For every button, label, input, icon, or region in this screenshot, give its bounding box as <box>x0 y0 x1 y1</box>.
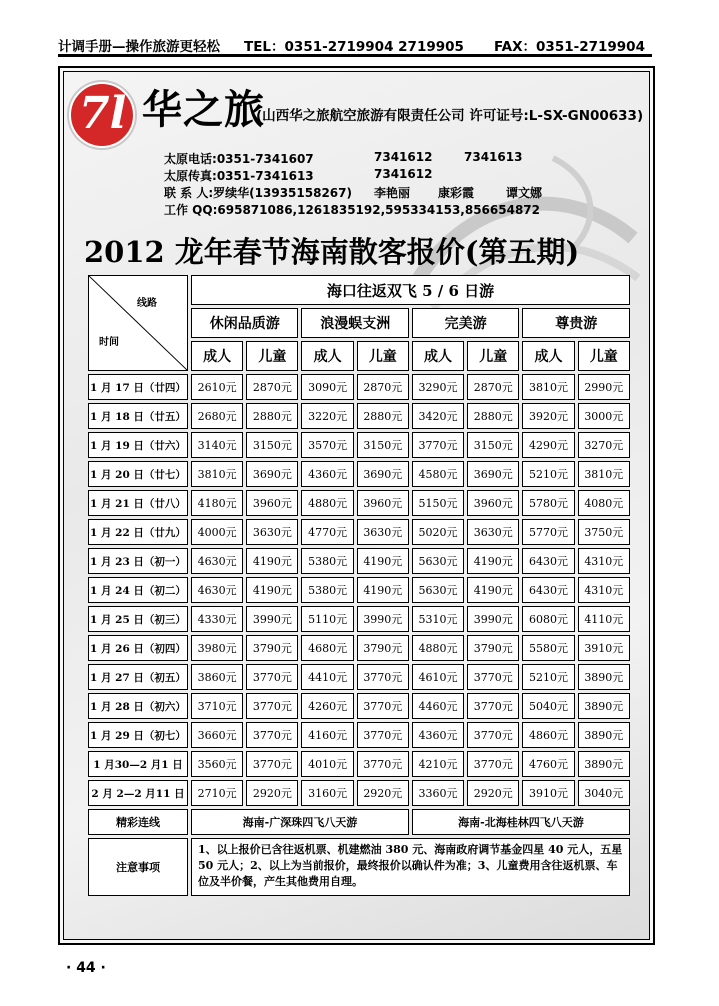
contact-phone-3: 7341613 <box>464 150 523 164</box>
table-row <box>88 751 630 777</box>
price-adult-cell: 4680元 <box>301 635 353 661</box>
corner-route-label: 线路 <box>137 298 157 309</box>
note-text: 1、以上报价已含往返机票、机建燃油 380 元、海南政府调节基金四星 40 元人，五星 50 元人；2、以上为当前报价，最终报价以确认件为准；3、儿童费用含往返机票、车位及半价餐，产生其他费用自理。 <box>191 838 630 896</box>
table-row <box>88 519 630 545</box>
price-child-cell: 3990元 <box>246 606 298 632</box>
price-adult-cell: 4880元 <box>412 635 464 661</box>
recommend-label: 精彩连线 <box>88 809 188 835</box>
tier-header: 完美游 <box>412 308 519 338</box>
price-child-cell: 3690元 <box>357 461 409 487</box>
price-child-cell: 3770元 <box>467 664 519 690</box>
price-adult-cell: 4630元 <box>191 577 243 603</box>
contact-person-2: 李艳丽 <box>374 186 411 200</box>
price-adult-cell: 6430元 <box>522 577 574 603</box>
date-cell: 1 月 18 日（廿五） <box>88 403 188 429</box>
price-child-cell: 3960元 <box>467 490 519 516</box>
sub-header-child: 儿童 <box>246 341 298 371</box>
price-child-cell: 4310元 <box>578 577 630 603</box>
price-child-cell: 3770元 <box>246 722 298 748</box>
price-child-cell: 3910元 <box>578 635 630 661</box>
price-child-cell: 3960元 <box>357 490 409 516</box>
sub-header-adult: 成人 <box>301 341 353 371</box>
table-row <box>88 461 630 487</box>
price-adult-cell: 3360元 <box>412 780 464 806</box>
price-adult-cell: 3710元 <box>191 693 243 719</box>
price-child-cell: 3770元 <box>357 751 409 777</box>
price-adult-cell: 5630元 <box>412 548 464 574</box>
brand-name: 华之旅 <box>142 86 265 133</box>
price-child-cell: 3790元 <box>357 635 409 661</box>
date-cell: 1 月 23 日（初一） <box>88 548 188 574</box>
table-row <box>88 606 630 632</box>
price-child-cell: 2920元 <box>246 780 298 806</box>
price-adult-cell: 4630元 <box>191 548 243 574</box>
price-adult-cell: 3560元 <box>191 751 243 777</box>
price-adult-cell: 5380元 <box>301 548 353 574</box>
date-cell: 1 月 22 日（廿九） <box>88 519 188 545</box>
contact-fax-main: 太原传真:0351-7341613 <box>164 169 314 183</box>
price-child-cell: 3630元 <box>246 519 298 545</box>
corner-diagonal-icon <box>89 276 187 370</box>
price-child-cell: 2920元 <box>357 780 409 806</box>
price-child-cell: 3690元 <box>467 461 519 487</box>
tier-header: 浪漫蜈支洲 <box>301 308 408 338</box>
contact-person-4: 谭文娜 <box>506 186 543 200</box>
price-adult-cell: 4180元 <box>191 490 243 516</box>
price-child-cell: 4110元 <box>578 606 630 632</box>
table-row <box>88 635 630 661</box>
price-child-cell: 3890元 <box>578 664 630 690</box>
corner-time-label: 时间 <box>99 337 119 348</box>
date-cell: 1 月 20 日（廿七） <box>88 461 188 487</box>
price-child-cell: 3790元 <box>246 635 298 661</box>
price-child-cell: 2990元 <box>578 374 630 400</box>
price-child-cell: 3960元 <box>246 490 298 516</box>
price-child-cell: 2880元 <box>467 403 519 429</box>
price-adult-cell: 5210元 <box>522 664 574 690</box>
price-adult-cell: 3810元 <box>191 461 243 487</box>
date-cell: 1 月 24 日（初二） <box>88 577 188 603</box>
price-adult-cell: 4010元 <box>301 751 353 777</box>
price-child-cell: 3990元 <box>357 606 409 632</box>
price-adult-cell: 4410元 <box>301 664 353 690</box>
price-child-cell: 3770元 <box>357 664 409 690</box>
price-adult-cell: 4210元 <box>412 751 464 777</box>
price-child-cell: 2880元 <box>357 403 409 429</box>
price-adult-cell: 5630元 <box>412 577 464 603</box>
price-adult-cell: 5110元 <box>301 606 353 632</box>
price-adult-cell: 5150元 <box>412 490 464 516</box>
price-child-cell: 3770元 <box>467 722 519 748</box>
price-child-cell: 3270元 <box>578 432 630 458</box>
price-adult-cell: 5380元 <box>301 577 353 603</box>
price-adult-cell: 3160元 <box>301 780 353 806</box>
price-adult-cell: 3660元 <box>191 722 243 748</box>
date-cell: 2 月 2—2 月11 日 <box>88 780 188 806</box>
page-title: 2012 龙年春节海南散客报价(第五期) <box>84 235 580 269</box>
date-cell: 1 月 21 日（廿八） <box>88 490 188 516</box>
price-child-cell: 4190元 <box>467 577 519 603</box>
price-child-cell: 4190元 <box>357 548 409 574</box>
price-adult-cell: 4260元 <box>301 693 353 719</box>
date-cell: 1 月 17 日（廿四） <box>88 374 188 400</box>
contact-phone-main: 太原电话:0351-7341607 <box>164 152 314 166</box>
price-adult-cell: 4610元 <box>412 664 464 690</box>
price-adult-cell: 3290元 <box>412 374 464 400</box>
price-adult-cell: 4290元 <box>522 432 574 458</box>
price-child-cell: 4190元 <box>467 548 519 574</box>
company-logo <box>69 82 135 148</box>
route-title: 海口往返双飞 5 / 6 日游 <box>191 275 630 305</box>
price-adult-cell: 4160元 <box>301 722 353 748</box>
date-cell: 1 月 29 日（初七） <box>88 722 188 748</box>
price-adult-cell: 3770元 <box>412 432 464 458</box>
price-adult-cell: 4880元 <box>301 490 353 516</box>
table-row <box>88 548 630 574</box>
price-adult-cell: 3810元 <box>522 374 574 400</box>
price-adult-cell: 4360元 <box>412 722 464 748</box>
price-adult-cell: 5580元 <box>522 635 574 661</box>
price-adult-cell: 3090元 <box>301 374 353 400</box>
recommend-item: 海南-广深珠四飞八天游 <box>191 809 409 835</box>
price-adult-cell: 5780元 <box>522 490 574 516</box>
price-child-cell: 3790元 <box>467 635 519 661</box>
price-adult-cell: 5770元 <box>522 519 574 545</box>
price-adult-cell: 3220元 <box>301 403 353 429</box>
company-info: (山西华之旅航空旅游有限责任公司 许可证号:L-SX-GN00633) <box>256 108 644 124</box>
contact-fax-2: 7341612 <box>374 167 433 181</box>
price-child-cell: 2870元 <box>467 374 519 400</box>
table-row <box>88 664 630 690</box>
price-child-cell: 3990元 <box>467 606 519 632</box>
price-adult-cell: 5310元 <box>412 606 464 632</box>
price-child-cell: 3810元 <box>578 461 630 487</box>
price-child-cell: 3770元 <box>246 693 298 719</box>
price-child-cell: 3770元 <box>246 664 298 690</box>
price-child-cell: 3890元 <box>578 722 630 748</box>
price-child-cell: 3770元 <box>357 693 409 719</box>
date-cell: 1 月 19 日（廿六） <box>88 432 188 458</box>
price-adult-cell: 3860元 <box>191 664 243 690</box>
price-child-cell: 4190元 <box>246 577 298 603</box>
sub-header-adult: 成人 <box>522 341 574 371</box>
price-child-cell: 2880元 <box>246 403 298 429</box>
table-row <box>88 722 630 748</box>
price-adult-cell: 4760元 <box>522 751 574 777</box>
price-child-cell: 2920元 <box>467 780 519 806</box>
price-child-cell: 3150元 <box>357 432 409 458</box>
price-adult-cell: 3420元 <box>412 403 464 429</box>
price-adult-cell: 3980元 <box>191 635 243 661</box>
tier-header: 尊贵游 <box>522 308 630 338</box>
page-header <box>58 30 652 57</box>
sub-header-adult: 成人 <box>412 341 464 371</box>
price-adult-cell: 4580元 <box>412 461 464 487</box>
price-child-cell: 4190元 <box>246 548 298 574</box>
price-adult-cell: 6080元 <box>522 606 574 632</box>
price-adult-cell: 4770元 <box>301 519 353 545</box>
price-adult-cell: 3140元 <box>191 432 243 458</box>
price-adult-cell: 5040元 <box>522 693 574 719</box>
table-corner-cell <box>88 275 188 371</box>
price-adult-cell: 3910元 <box>522 780 574 806</box>
date-cell: 1 月 28 日（初六） <box>88 693 188 719</box>
tier-header: 休闲品质游 <box>191 308 298 338</box>
price-adult-cell: 4860元 <box>522 722 574 748</box>
price-adult-cell: 4000元 <box>191 519 243 545</box>
price-adult-cell: 3920元 <box>522 403 574 429</box>
price-child-cell: 3770元 <box>467 751 519 777</box>
price-child-cell: 3690元 <box>246 461 298 487</box>
price-child-cell: 3770元 <box>246 751 298 777</box>
price-child-cell: 3630元 <box>467 519 519 545</box>
price-adult-cell: 6430元 <box>522 548 574 574</box>
note-label: 注意事项 <box>88 838 188 896</box>
logo-glyph: 7l <box>79 88 127 139</box>
date-cell: 1 月30—2 月1 日 <box>88 751 188 777</box>
contact-person-3: 康彩霞 <box>438 186 475 200</box>
page-number: · 44 · <box>66 960 106 976</box>
table-row <box>88 780 630 806</box>
sub-header-child: 儿童 <box>578 341 630 371</box>
table-row <box>88 432 630 458</box>
price-child-cell: 2870元 <box>246 374 298 400</box>
header-fax: FAX：0351-2719904 <box>494 39 645 55</box>
price-child-cell: 4190元 <box>357 577 409 603</box>
date-cell: 1 月 25 日（初三） <box>88 606 188 632</box>
price-adult-cell: 4360元 <box>301 461 353 487</box>
header-tel: TEL：0351-2719904 2719905 <box>244 39 464 55</box>
price-child-cell: 3040元 <box>578 780 630 806</box>
table-row <box>88 577 630 603</box>
price-table <box>85 272 633 899</box>
price-child-cell: 3150元 <box>246 432 298 458</box>
price-child-cell: 3890元 <box>578 751 630 777</box>
sub-header-adult: 成人 <box>191 341 243 371</box>
table-row <box>88 403 630 429</box>
price-adult-cell: 2710元 <box>191 780 243 806</box>
price-adult-cell: 2610元 <box>191 374 243 400</box>
table-row <box>88 374 630 400</box>
price-child-cell: 3770元 <box>357 722 409 748</box>
price-child-cell: 4310元 <box>578 548 630 574</box>
price-child-cell: 3630元 <box>357 519 409 545</box>
recommend-item: 海南-北海桂林四飞八天游 <box>412 809 630 835</box>
date-cell: 1 月 27 日（初五） <box>88 664 188 690</box>
contact-qq-main: 工作 QQ:695871086,1261835192,595334153,856654872 <box>164 203 541 217</box>
price-child-cell: 3890元 <box>578 693 630 719</box>
sub-header-child: 儿童 <box>357 341 409 371</box>
contact-person-main: 联 系 人:罗续华(13935158267) <box>164 186 352 200</box>
price-adult-cell: 5210元 <box>522 461 574 487</box>
price-child-cell: 3000元 <box>578 403 630 429</box>
price-adult-cell: 2680元 <box>191 403 243 429</box>
price-child-cell: 3150元 <box>467 432 519 458</box>
manual-title: 计调手册—操作旅游更轻松 <box>58 39 220 55</box>
price-adult-cell: 5020元 <box>412 519 464 545</box>
date-cell: 1 月 26 日（初四） <box>88 635 188 661</box>
price-adult-cell: 4330元 <box>191 606 243 632</box>
price-child-cell: 3770元 <box>467 693 519 719</box>
contact-phone-2: 7341612 <box>374 150 433 164</box>
price-adult-cell: 3570元 <box>301 432 353 458</box>
price-child-cell: 2870元 <box>357 374 409 400</box>
price-adult-cell: 4460元 <box>412 693 464 719</box>
table-row <box>88 490 630 516</box>
table-row <box>88 693 630 719</box>
price-child-cell: 3750元 <box>578 519 630 545</box>
price-child-cell: 4080元 <box>578 490 630 516</box>
sub-header-child: 儿童 <box>467 341 519 371</box>
